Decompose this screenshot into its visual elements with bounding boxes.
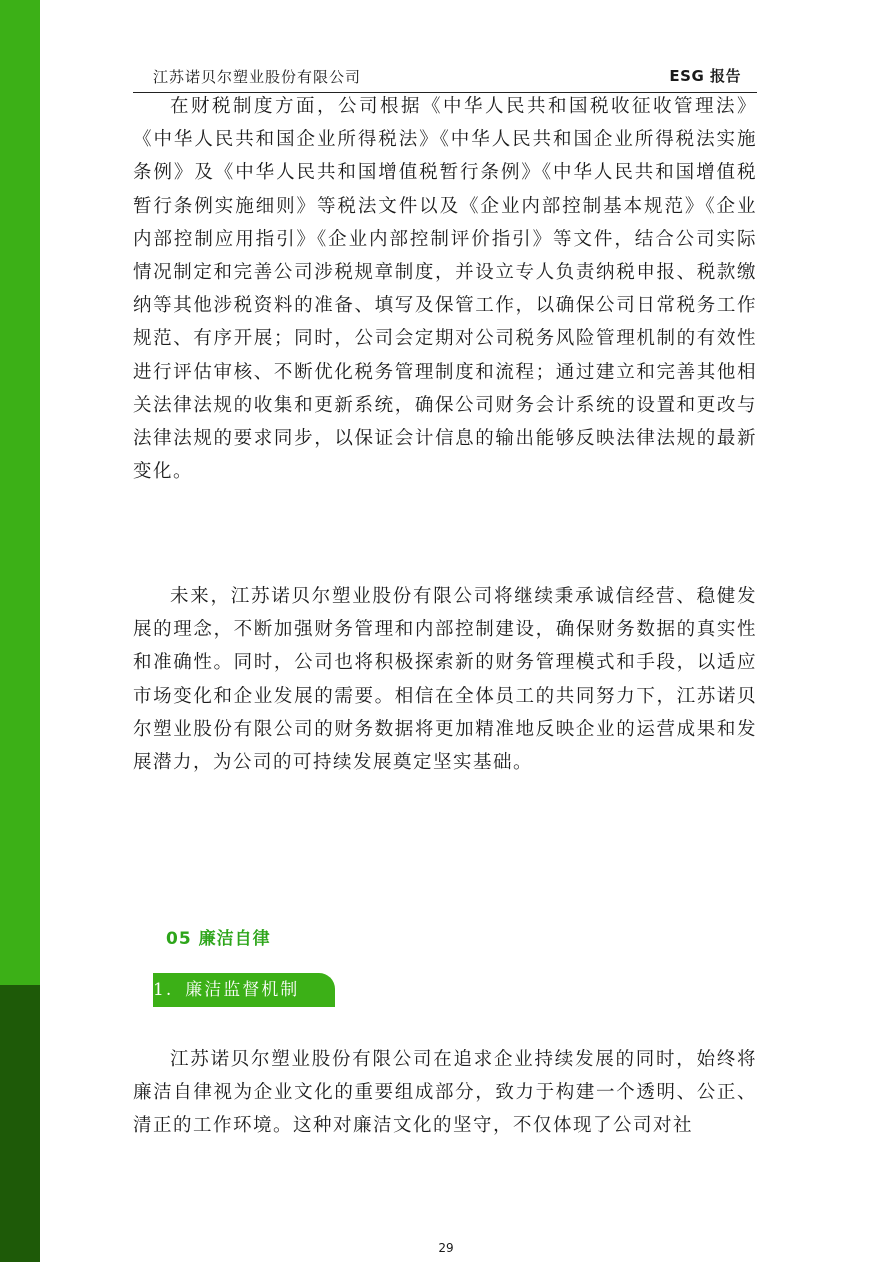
section-title: 05 廉洁自律 bbox=[166, 929, 271, 949]
page-number: 29 bbox=[438, 1241, 454, 1255]
sidebar-accent-bottom bbox=[0, 985, 40, 1262]
header-report-title: ESG 报告 bbox=[669, 67, 741, 85]
integrity-paragraph: 江苏诺贝尔塑业股份有限公司在追求企业持续发展的同时，始终将廉洁自律视为企业文化的重要组成部分，致力于构建一个透明、公正、清正的工作环境。这种对廉洁文化的坚守，不仅体现了公司对社 bbox=[133, 1049, 757, 1137]
header-company-name: 江苏诺贝尔塑业股份有限公司 bbox=[153, 68, 362, 86]
sidebar-accent-top bbox=[0, 0, 40, 985]
subsection-label: 廉洁监督机制 bbox=[185, 980, 300, 1000]
tax-paragraph: 在财税制度方面，公司根据《中华人民共和国税收征收管理法》《中华人民共和国企业所得税法》《中华人民共和国企业所得税法实施条例》及《中华人民共和国增值税暂行条例》《中华人民共和国增值税暂行条例实施细则》等税法文件以及《企业内部控制基本规范》《企业内部控制应用指引》《企业内部控制评价指引》等文件，结合公司实际情况制定和完善公司涉税规章制度，并设立专人负责纳税申报、税款缴纳等其他涉税资料的准备、填写及保管工作，以确保公司日常税务工作规范、有序开展；同时，公司会定期对公司税务风险管理机制的有效性进行评估审核、不断优化税务管理制度和流程；通过建立和完善其他相关法律法规的收集和更新系统，确保公司财务会计系统的设置和更改与法律法规的要求同步，以保证会计信息的输出能够反映法律法规的最新变化。 bbox=[133, 96, 757, 483]
future-paragraph-block bbox=[133, 580, 757, 779]
subsection-number: 1. bbox=[153, 980, 174, 1000]
future-paragraph: 未来，江苏诺贝尔塑业股份有限公司将继续秉承诚信经营、稳健发展的理念，不断加强财务管理和内部控制建设，确保财务数据的真实性和准确性。同时，公司也将积极探索新的财务管理模式和手段，以适应市场变化和企业发展的需要。相信在全体员工的共同努力下，江苏诺贝尔塑业股份有限公司的财务数据将更加精准地反映企业的运营成果和发展潜力，为公司的可持续发展奠定坚实基础。 bbox=[133, 586, 757, 774]
integrity-paragraph-block bbox=[133, 1043, 757, 1143]
subsection-label-tab bbox=[153, 973, 335, 1007]
tax-paragraph-block bbox=[133, 90, 757, 488]
page-header bbox=[133, 62, 757, 93]
